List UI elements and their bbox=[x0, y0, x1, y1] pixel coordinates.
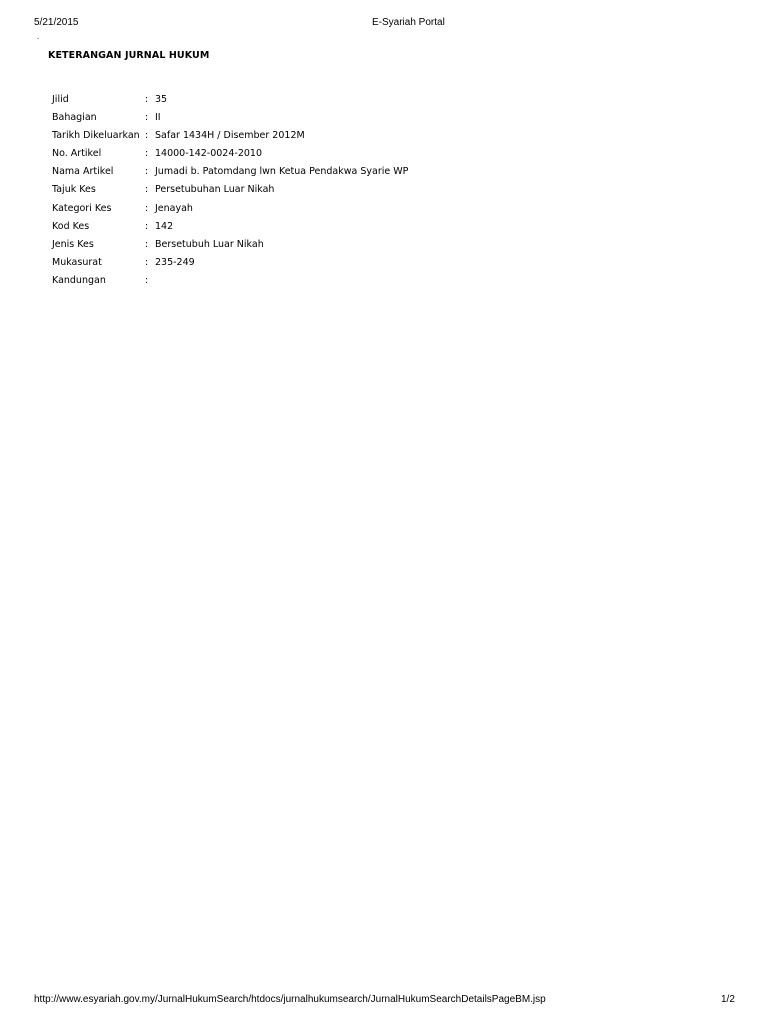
detail-label: Tajuk Kes bbox=[52, 184, 96, 196]
detail-value: 235-249 bbox=[155, 256, 195, 268]
detail-separator: : bbox=[145, 130, 149, 142]
detail-separator: : bbox=[145, 166, 149, 178]
detail-row-kategori-kes bbox=[52, 202, 472, 220]
detail-label: Kod Kes bbox=[52, 220, 90, 232]
detail-row-bahagian bbox=[52, 111, 472, 129]
detail-separator: : bbox=[145, 220, 149, 232]
detail-separator: : bbox=[145, 238, 149, 250]
detail-separator: : bbox=[145, 256, 149, 268]
stray-mark: . bbox=[37, 32, 40, 41]
detail-label: Tarikh Dikeluarkan bbox=[52, 130, 140, 142]
detail-value: 14000-142-0024-2010 bbox=[155, 148, 262, 160]
detail-row-no-artikel bbox=[52, 147, 472, 165]
detail-row-kandungan bbox=[52, 274, 472, 292]
detail-row-tarikh-dikeluarkan bbox=[52, 129, 472, 147]
detail-value: 35 bbox=[155, 94, 168, 105]
detail-value: Safar 1434H / Disember 2012M bbox=[155, 130, 305, 142]
detail-label: Jenis Kes bbox=[52, 238, 94, 250]
detail-row-tajuk-kes bbox=[52, 183, 472, 201]
detail-value: Persetubuhan Luar Nikah bbox=[155, 184, 275, 196]
detail-separator: : bbox=[145, 112, 149, 124]
print-footer bbox=[0, 994, 768, 1008]
detail-separator: : bbox=[145, 202, 149, 214]
detail-row-mukasurat bbox=[52, 256, 472, 274]
detail-value: Jumadi b. Patomdang lwn Ketua Pendakwa Syarie WP bbox=[155, 166, 409, 178]
detail-label: Jilid bbox=[52, 94, 69, 105]
detail-label: Nama Artikel bbox=[52, 166, 114, 178]
detail-label: Kandungan bbox=[52, 274, 106, 286]
detail-separator: : bbox=[145, 148, 149, 160]
journal-details-list bbox=[52, 93, 472, 292]
detail-label: Bahagian bbox=[52, 112, 97, 124]
detail-value: II bbox=[155, 112, 161, 124]
detail-row-jenis-kes bbox=[52, 238, 472, 256]
detail-separator: : bbox=[145, 94, 149, 105]
detail-row-kod-kes bbox=[52, 220, 472, 238]
print-page-title: E-Syariah Portal bbox=[372, 17, 445, 28]
detail-value: Jenayah bbox=[155, 202, 193, 214]
detail-label: Mukasurat bbox=[52, 256, 102, 268]
document-heading: KETERANGAN JURNAL HUKUM bbox=[48, 50, 210, 61]
detail-separator: : bbox=[145, 184, 149, 196]
detail-row-jilid bbox=[52, 93, 472, 111]
detail-label: Kategori Kes bbox=[52, 202, 112, 214]
print-url: http://www.esyariah.gov.my/JurnalHukumSearch/htdocs/jurnalhukumsearch/JurnalHukumSearchDetailsPageBM.jsp bbox=[34, 994, 546, 1005]
print-header bbox=[0, 17, 768, 31]
print-page-number: 1/2 bbox=[721, 994, 735, 1005]
detail-row-nama-artikel bbox=[52, 165, 472, 183]
detail-separator: : bbox=[145, 274, 149, 286]
detail-label: No. Artikel bbox=[52, 148, 102, 160]
detail-value: 142 bbox=[155, 220, 174, 232]
detail-value: Bersetubuh Luar Nikah bbox=[155, 238, 264, 250]
print-date: 5/21/2015 bbox=[34, 17, 79, 28]
